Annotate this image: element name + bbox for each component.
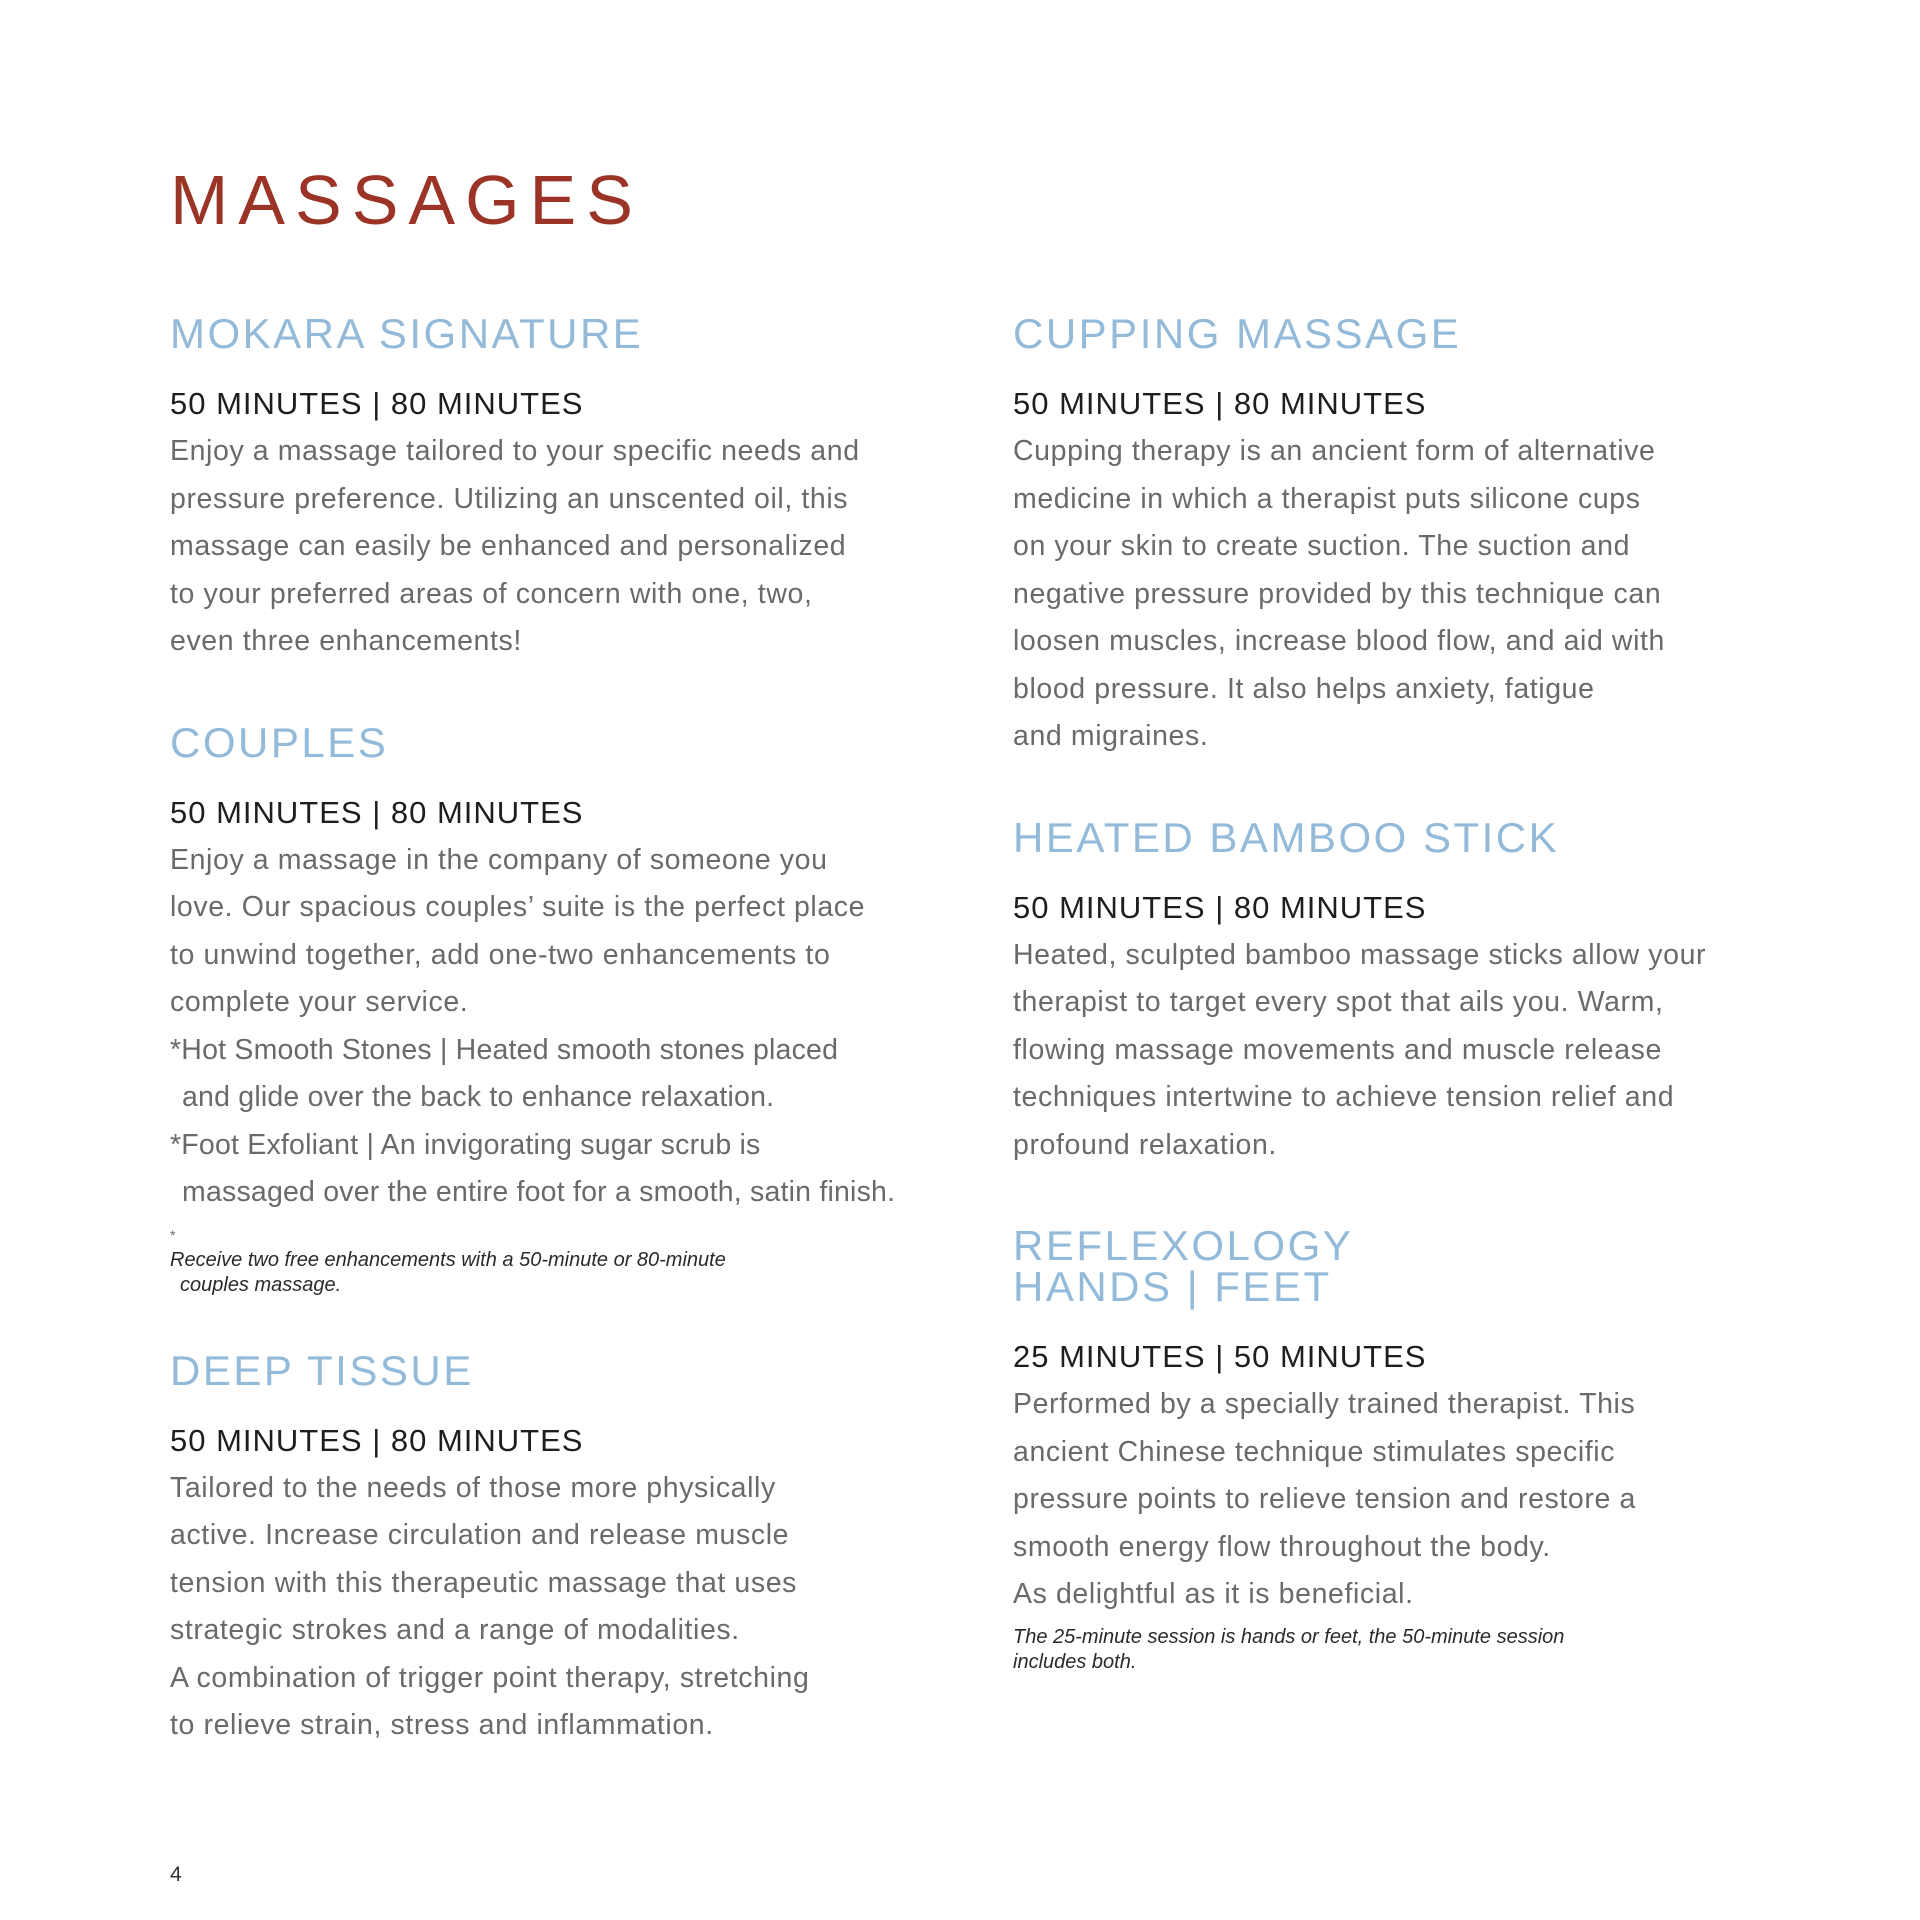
section-title: CUPPING MASSAGE — [1013, 310, 1462, 357]
description-line: tension with this therapeutic massage that uses — [170, 1566, 798, 1599]
page-number: 4 — [170, 1863, 182, 1886]
duration-label: 50 MINUTES | 80 MINUTES — [170, 794, 584, 830]
description-line: Enjoy a massage tailored to your specific needs and — [170, 435, 860, 467]
description-line: therapist to target every spot that ails you. Warm, — [1013, 986, 1664, 1018]
section-description — [170, 837, 950, 1027]
enhancement-line: *Foot Exfoliant | An invigorating sugar scrub is — [170, 1128, 761, 1161]
description-line: Cupping therapy is an ancient form of alternative — [1013, 435, 1656, 467]
page-title: MASSAGES — [170, 161, 643, 239]
description-line: Heated, sculpted bamboo massage sticks allow your — [1013, 938, 1707, 971]
description-line: pressure preference. Utilizing an unscented oil, this — [170, 482, 849, 515]
section-description — [1013, 1381, 1793, 1619]
description-line: love. Our spacious couples’ suite is the perfect place — [170, 891, 866, 923]
description-line: to relieve strain, stress and inflammation. — [170, 1709, 714, 1741]
description-line: As delightful as it is beneficial. — [1013, 1578, 1414, 1610]
section-title — [1013, 1222, 1793, 1310]
section-cupping-massage — [1013, 310, 1793, 761]
footnote-line: includes both. — [1013, 1650, 1137, 1673]
description-line: on your skin to create suction. The suction and — [1013, 530, 1631, 562]
duration-label: 50 MINUTES | 80 MINUTES — [170, 1422, 584, 1458]
footnote-text: Receive two free enhancements with a 50-minute or 80-minute — [170, 1248, 726, 1271]
description-line: pressure points to relieve tension and restore a — [1013, 1483, 1636, 1515]
description-line: profound relaxation. — [1013, 1128, 1277, 1161]
description-line: and migraines. — [1013, 720, 1209, 752]
description-line: negative pressure provided by this technique can — [1013, 577, 1662, 610]
description-line: flowing massage movements and muscle release — [1013, 1033, 1662, 1066]
section-description — [1013, 428, 1793, 761]
description-line: blood pressure. It also helps anxiety, fatigue — [1013, 672, 1595, 705]
enhancement-line: massaged over the entire foot for a smooth, satin finish. — [182, 1176, 896, 1208]
description-line: A combination of trigger point therapy, stretching — [170, 1661, 810, 1694]
section-title-line: HANDS | FEET — [1013, 1263, 1332, 1310]
duration-label: 50 MINUTES | 80 MINUTES — [1013, 889, 1427, 925]
description-line: Performed by a specially trained therapist. This — [1013, 1388, 1636, 1420]
description-line: strategic strokes and a range of modalities. — [170, 1614, 740, 1646]
enhancement-line: and glide over the back to enhance relaxation. — [182, 1081, 775, 1113]
duration-label: 25 MINUTES | 50 MINUTES — [1013, 1339, 1427, 1374]
section-title: MOKARA SIGNATURE — [170, 310, 644, 357]
footnote — [170, 1223, 950, 1298]
duration-label: 50 MINUTES | 80 MINUTES — [1013, 386, 1427, 421]
description-line: Enjoy a massage in the company of someone you — [170, 843, 828, 876]
enhancement-line: *Hot Smooth Stones | Heated smooth stones placed — [170, 1033, 839, 1066]
section-description — [1013, 932, 1793, 1170]
description-line: techniques intertwine to achieve tension relief and — [1013, 1081, 1675, 1113]
enhancements-list — [170, 1027, 950, 1217]
section-reflexology — [1013, 1222, 1793, 1675]
section-title: HEATED BAMBOO STICK — [1013, 813, 1560, 861]
section-description — [170, 1465, 950, 1750]
section-title-line: REFLEXOLOGY — [1013, 1222, 1354, 1269]
description-line: to unwind together, add one-two enhancements to — [170, 938, 831, 971]
footnote-asterisk: * — [170, 1226, 176, 1243]
description-line: to your preferred areas of concern with one, two, — [170, 577, 813, 610]
description-line: medicine in which a therapist puts silicone cups — [1013, 482, 1641, 515]
description-line: even three enhancements! — [170, 625, 522, 657]
description-line: Tailored to the needs of those more physically — [170, 1471, 776, 1504]
description-line: loosen muscles, increase blood flow, and aid with — [1013, 625, 1666, 657]
section-mokara-signature — [170, 310, 950, 666]
footnote-line: The 25-minute session is hands or feet, the 50-minute session — [1013, 1625, 1565, 1648]
description-line: ancient Chinese technique stimulates specific — [1013, 1435, 1616, 1468]
section-deep-tissue — [170, 1346, 950, 1750]
description-line: active. Increase circulation and release muscle — [170, 1519, 790, 1551]
section-title: DEEP TISSUE — [170, 1346, 474, 1394]
section-title: COUPLES — [170, 718, 389, 766]
duration-label: 50 MINUTES | 80 MINUTES — [170, 386, 584, 421]
footnote — [1013, 1625, 1793, 1675]
description-line: smooth energy flow throughout the body. — [1013, 1530, 1551, 1563]
section-couples — [170, 718, 950, 1298]
section-heated-bamboo-stick — [1013, 813, 1793, 1170]
footnote-line: couples massage. — [180, 1273, 342, 1296]
description-line: massage can easily be enhanced and personalized — [170, 530, 847, 562]
description-line: complete your service. — [170, 986, 469, 1018]
left-column — [170, 310, 950, 1750]
right-column — [1013, 310, 1793, 1675]
footnote-line — [170, 1223, 950, 1273]
section-description — [170, 428, 950, 666]
